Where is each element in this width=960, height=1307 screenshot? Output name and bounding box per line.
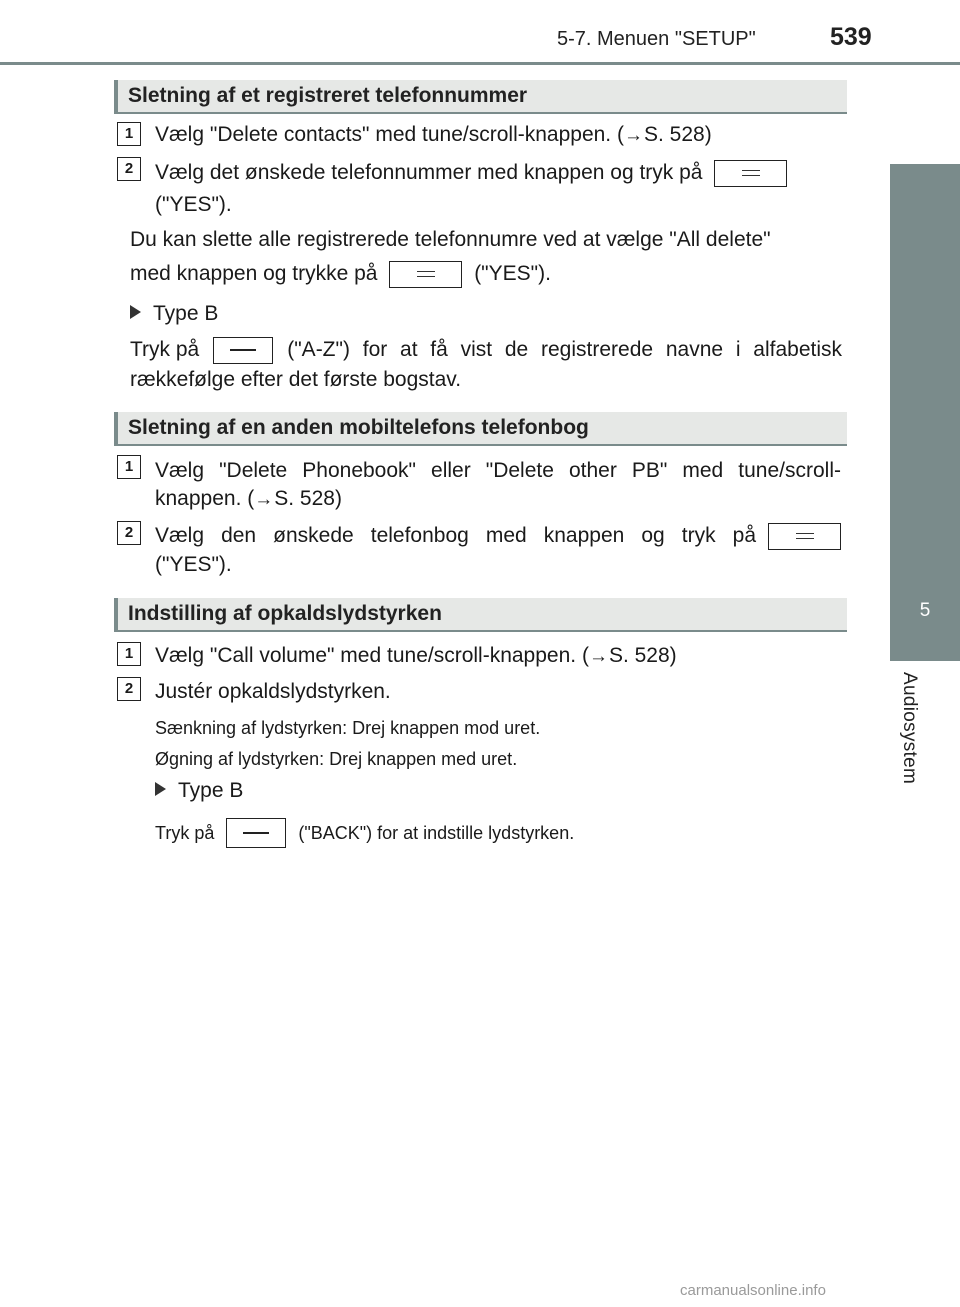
step-text-cont: knappen. (→S. 528)	[155, 487, 342, 510]
step-text-cont: ("YES").	[155, 193, 232, 216]
step-number-badge: 1	[117, 642, 141, 666]
step-number-badge: 2	[117, 677, 141, 701]
button-glyph-icon	[417, 271, 435, 277]
section-title: Sletning af et registreret telefonnummer	[128, 84, 528, 107]
button-glyph-icon	[742, 170, 760, 176]
section-heading-delete-number	[114, 80, 847, 114]
watermark: carmanualsonline.info	[680, 1282, 826, 1299]
button-glyph-icon	[230, 349, 256, 351]
yes-button[interactable]	[389, 261, 462, 288]
note-text: Øgning af lydstyrken: Drej knappen med uret.	[155, 749, 518, 769]
step-text: Vælg det ønskede telefonnummer med knappen og tryk på	[155, 159, 787, 187]
chapter-tab	[890, 164, 960, 661]
step-text: Vælg "Delete Phonebook" eller "Delete other PB" med tune/scroll-	[155, 459, 841, 482]
type-b-text: rækkefølge efter det første bogstav.	[130, 368, 462, 391]
step-text: Vælg "Call volume" med tune/scroll-knappen. (→S. 528)	[155, 644, 677, 667]
a-z-button[interactable]	[213, 337, 273, 364]
yes-button[interactable]	[714, 160, 787, 187]
section-title: Indstilling af opkaldslydstyrken	[128, 602, 442, 625]
button-glyph-icon	[243, 832, 269, 834]
page-number: 539	[830, 23, 872, 51]
step-number-badge: 2	[117, 157, 141, 181]
chapter-label: Audiosystem	[899, 672, 920, 785]
type-b-text: Tryk på ("A-Z") for at få vist de registrerede navne i alfabetisk	[130, 336, 842, 364]
step-number-badge: 2	[117, 521, 141, 545]
header-title: 5-7. Menuen "SETUP"	[557, 28, 756, 50]
step-number-badge: 1	[117, 122, 141, 146]
step-number-badge: 1	[117, 455, 141, 479]
back-button[interactable]	[226, 818, 286, 848]
bullet-triangle-icon	[155, 782, 166, 796]
header-rule	[0, 62, 960, 65]
section-title: Sletning af en anden mobiltelefons telefonbog	[128, 416, 589, 439]
note-text: Du kan slette alle registrerede telefonnumre ved at vælge "All delete"	[130, 228, 771, 251]
note-text: med knappen og trykke på ("YES").	[130, 260, 551, 288]
type-b-text: Tryk på ("BACK") for at indstille lydstyrken.	[155, 818, 574, 848]
bullet-triangle-icon	[130, 305, 141, 319]
step-text: Justér opkaldslydstyrken.	[155, 680, 391, 703]
arrow-icon: →	[623, 125, 643, 146]
chapter-number: 5	[919, 600, 931, 621]
step-text: Vælg "Delete contacts" med tune/scroll-knappen. (→S. 528)	[155, 123, 712, 146]
type-b-label: Type B	[155, 777, 243, 805]
arrow-icon: →	[254, 489, 274, 510]
section-heading-delete-phonebook	[114, 412, 847, 446]
step-text-cont: ("YES").	[155, 553, 232, 576]
arrow-icon: →	[588, 646, 608, 667]
note-text: Sænkning af lydstyrken: Drej knappen mod uret.	[155, 718, 541, 738]
button-glyph-icon	[796, 533, 814, 539]
type-b-label: Type B	[130, 300, 218, 328]
section-heading-call-volume	[114, 598, 847, 632]
step-text: Vælg den ønskede telefonbog med knappen og tryk på	[155, 522, 841, 550]
yes-button[interactable]	[768, 523, 841, 550]
